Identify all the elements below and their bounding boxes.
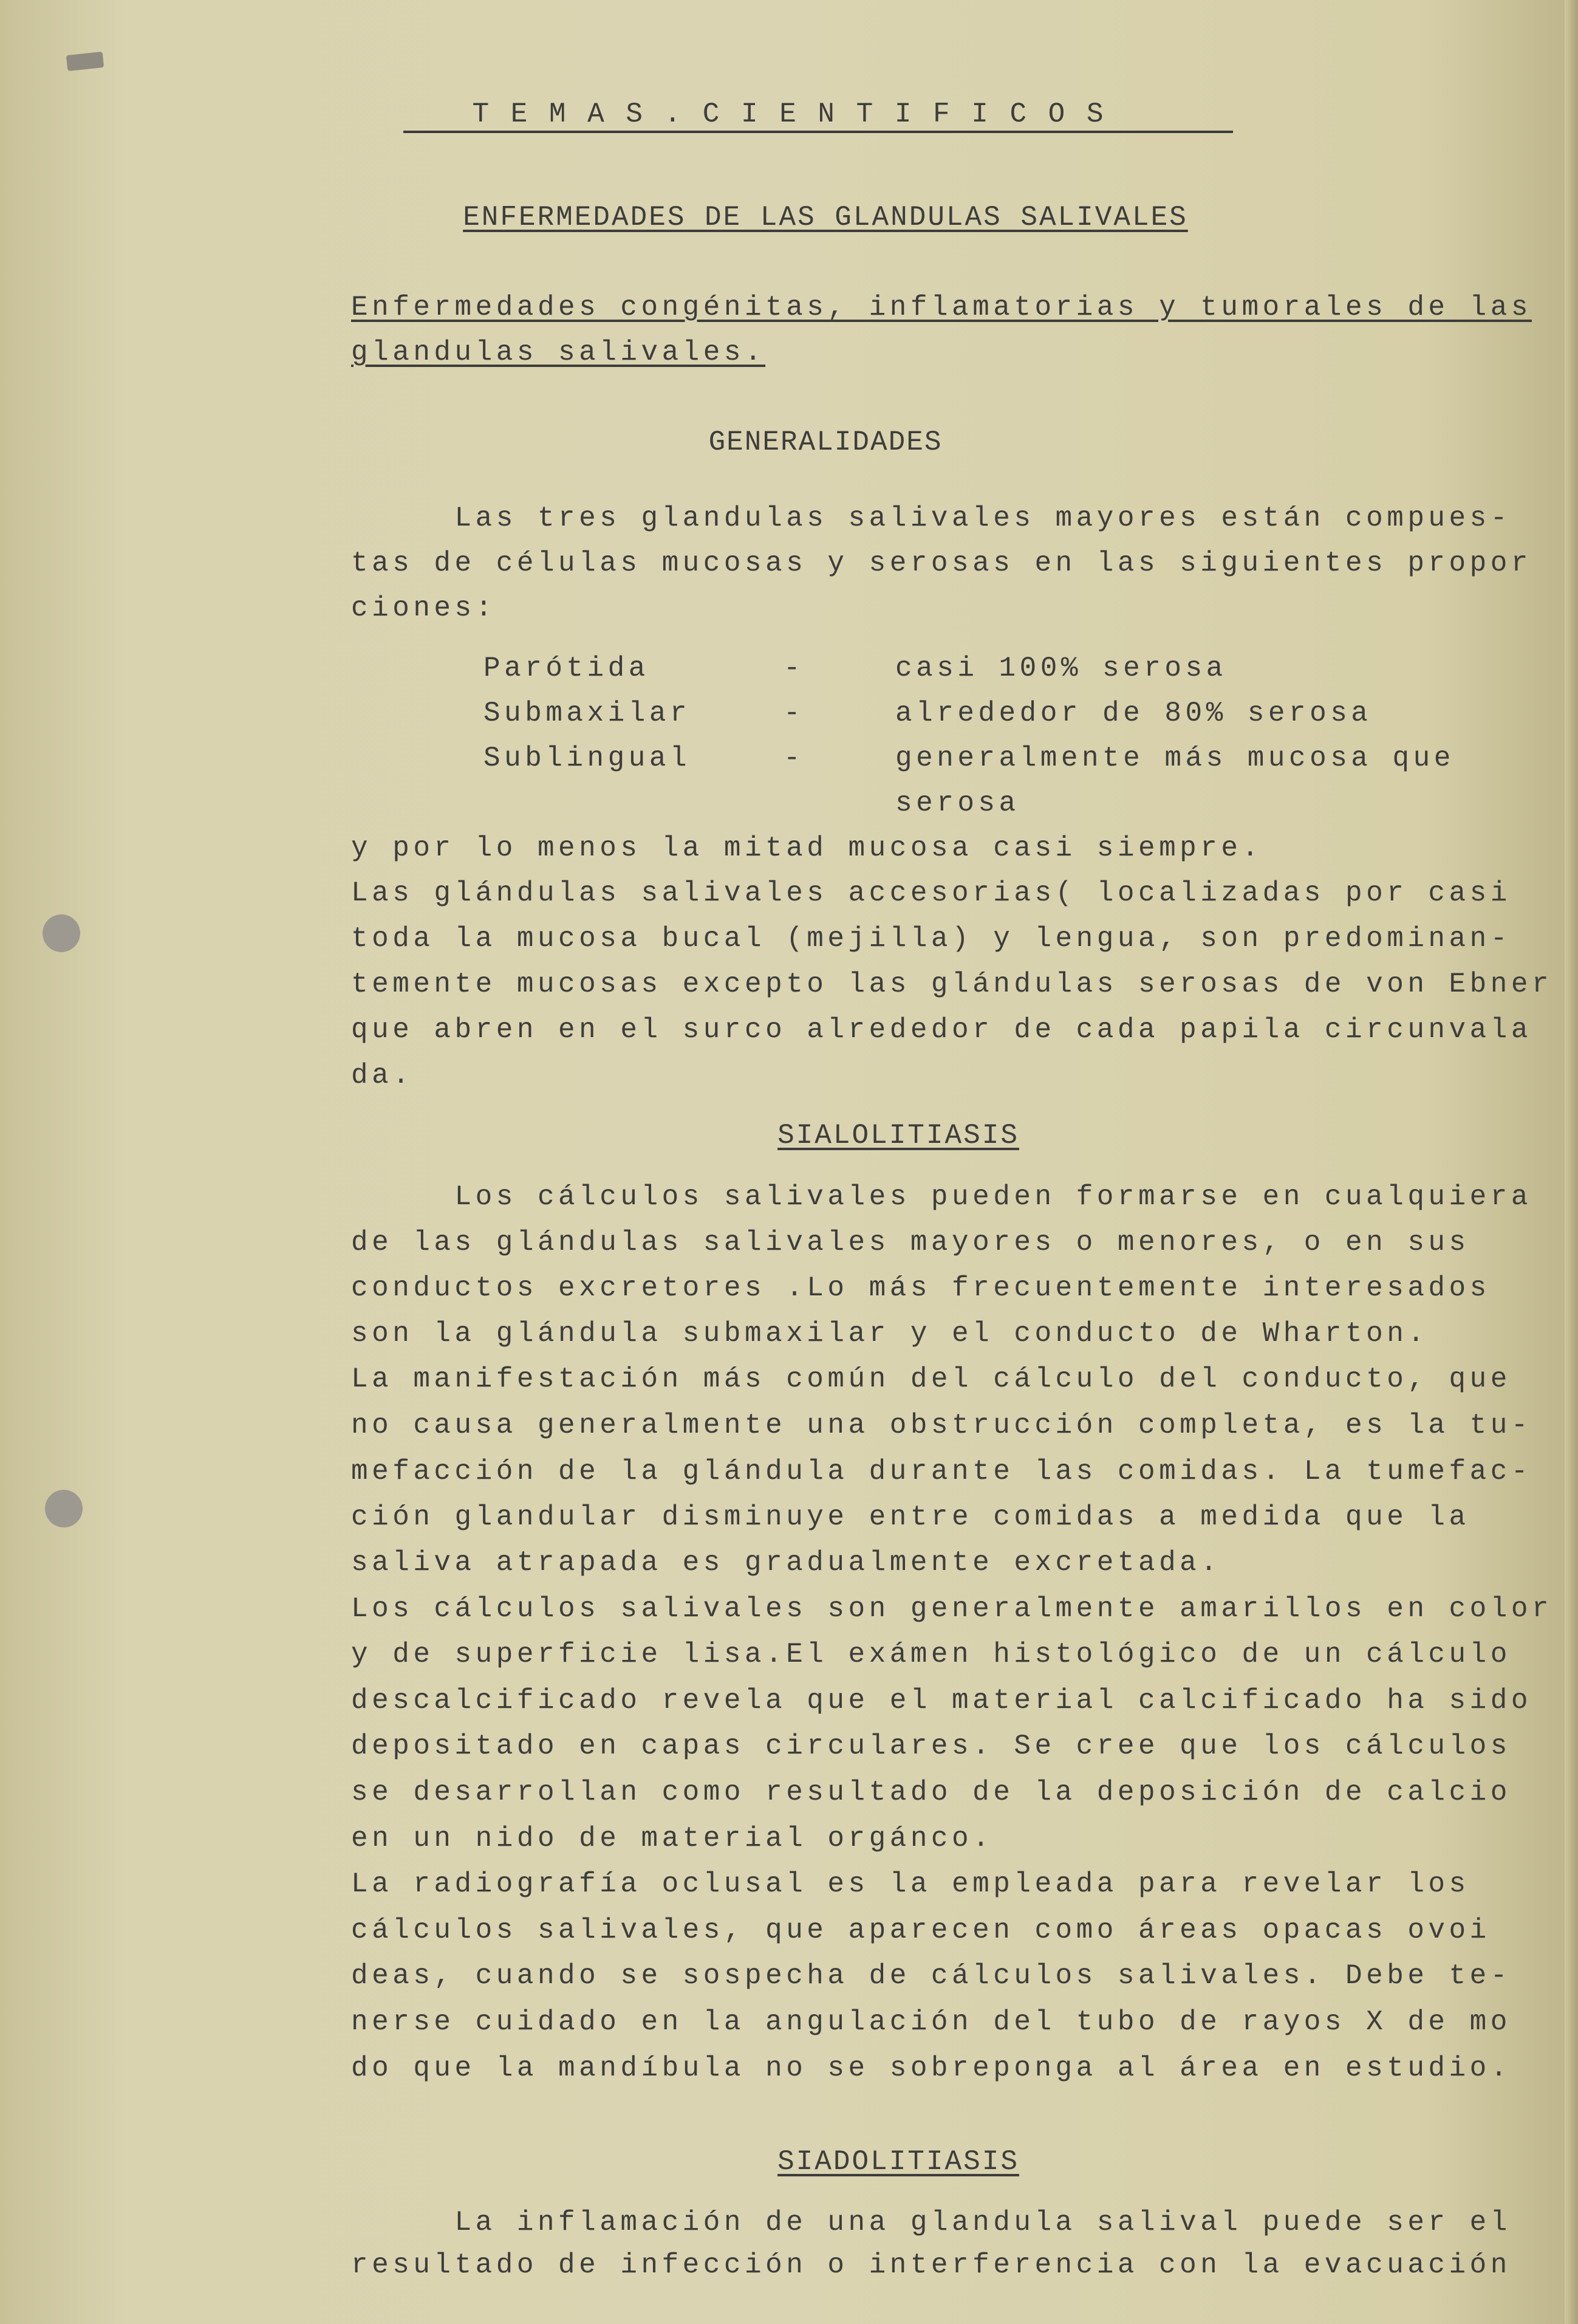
punch-hole-top bbox=[43, 914, 80, 952]
gland-value-continued: serosa bbox=[895, 787, 1020, 819]
body-line: saliva atrapada es gradualmente excretada. bbox=[351, 1547, 1221, 1578]
gland-name: Parótida bbox=[483, 653, 649, 684]
body-line: resultado de infección o interferencia con la evacuación bbox=[351, 2249, 1511, 2281]
body-line: do que la mandíbula no se sobreponga al área en estudio. bbox=[351, 2052, 1511, 2084]
gland-value: generalmente más mucosa que bbox=[895, 742, 1455, 774]
body-line: depositado en capas circulares. Se cree que los cálculos bbox=[351, 1730, 1511, 1762]
paper-tab-mark bbox=[66, 52, 104, 71]
header-rule bbox=[403, 131, 1233, 133]
body-line: ción glandular disminuye entre comidas a medida que la bbox=[351, 1501, 1470, 1533]
section-heading-sialolitiasis: SIALOLITIASIS bbox=[777, 1120, 1019, 1151]
section-heading-generalidades: GENERALIDADES bbox=[708, 427, 943, 458]
body-line: toda la mucosa bucal (mejilla) y lengua, son predominan- bbox=[351, 923, 1511, 955]
body-line: se desarrollan como resultado de la deposición de calcio bbox=[351, 1777, 1511, 1808]
body-line: deas, cuando se sospecha de cálculos salivales. Debe te- bbox=[351, 1960, 1511, 1992]
body-line: en un nido de material orgánco. bbox=[351, 1823, 994, 1854]
gland-name: Sublingual bbox=[483, 742, 691, 774]
body-line: mefacción de la glándula durante las comidas. La tumefac- bbox=[351, 1456, 1532, 1487]
gland-value: casi 100% serosa bbox=[895, 653, 1227, 684]
body-line: y de superficie lisa.El exámen histológico de un cálculo bbox=[351, 1639, 1511, 1670]
table-dash: - bbox=[784, 742, 805, 774]
subtitle-line-2: glandulas salivales. bbox=[351, 337, 766, 368]
intro-line-2: tas de células mucosas y serosas en las siguientes propor bbox=[351, 547, 1532, 579]
document-title: ENFERMEDADES DE LAS GLANDULAS SALIVALES bbox=[463, 202, 1188, 233]
body-line: Los cálculos salivales son generalmente amarillos en color bbox=[351, 1593, 1553, 1625]
header-title: T E M A S . C I E N T I F I C O S bbox=[472, 98, 1106, 130]
body-line: La inflamación de una glandula salival puede ser el bbox=[351, 2207, 1511, 2238]
body-line: no causa generalmente una obstrucción completa, es la tu- bbox=[351, 1410, 1532, 1441]
punch-hole-bottom bbox=[45, 1490, 83, 1527]
body-line: temente mucosas excepto las glándulas serosas de von Ebner bbox=[351, 968, 1553, 1000]
body-line: son la glándula submaxilar y el conducto de Wharton. bbox=[351, 1318, 1429, 1349]
body-line: descalcificado revela que el material calcificado ha sido bbox=[351, 1685, 1532, 1716]
body-line: da. bbox=[351, 1060, 414, 1091]
table-dash: - bbox=[784, 653, 805, 684]
page-edge bbox=[1565, 0, 1578, 2324]
body-line: La manifestación más común del cálculo del conducto, que bbox=[351, 1363, 1511, 1395]
body-line: que abren en el surco alrededor de cada papila circunvala bbox=[351, 1014, 1532, 1046]
intro-line-3: ciones: bbox=[351, 592, 496, 624]
body-line: La radiografía oclusal es la empleada para revelar los bbox=[351, 1868, 1470, 1900]
body-line: Los cálculos salivales pueden formarse en cualquiera bbox=[351, 1181, 1532, 1213]
intro-line-1: Las tres glandulas salivales mayores están compues- bbox=[351, 502, 1511, 534]
subtitle-line-1: Enfermedades congénitas, inflamatorias y tumorales de las bbox=[351, 292, 1532, 323]
body-line: de las glándulas salivales mayores o menores, o en sus bbox=[351, 1227, 1470, 1258]
body-line: cálculos salivales, que aparecen como áreas opacas ovoi bbox=[351, 1914, 1491, 1946]
gland-value: alrededor de 80% serosa bbox=[895, 698, 1372, 729]
body-line: Las glándulas salivales accesorias( localizadas por casi bbox=[351, 877, 1511, 909]
body-line: nerse cuidado en la angulación del tubo de rayos X de mo bbox=[351, 2006, 1511, 2038]
body-line: conductos excretores .Lo más frecuentemente interesados bbox=[351, 1272, 1491, 1304]
section-heading-siadolitiasis: SIADOLITIASIS bbox=[777, 2146, 1019, 2178]
table-dash: - bbox=[784, 698, 805, 729]
body-line: y por lo menos la mitad mucosa casi siempre. bbox=[351, 832, 1263, 864]
gland-name: Submaxilar bbox=[483, 698, 691, 729]
